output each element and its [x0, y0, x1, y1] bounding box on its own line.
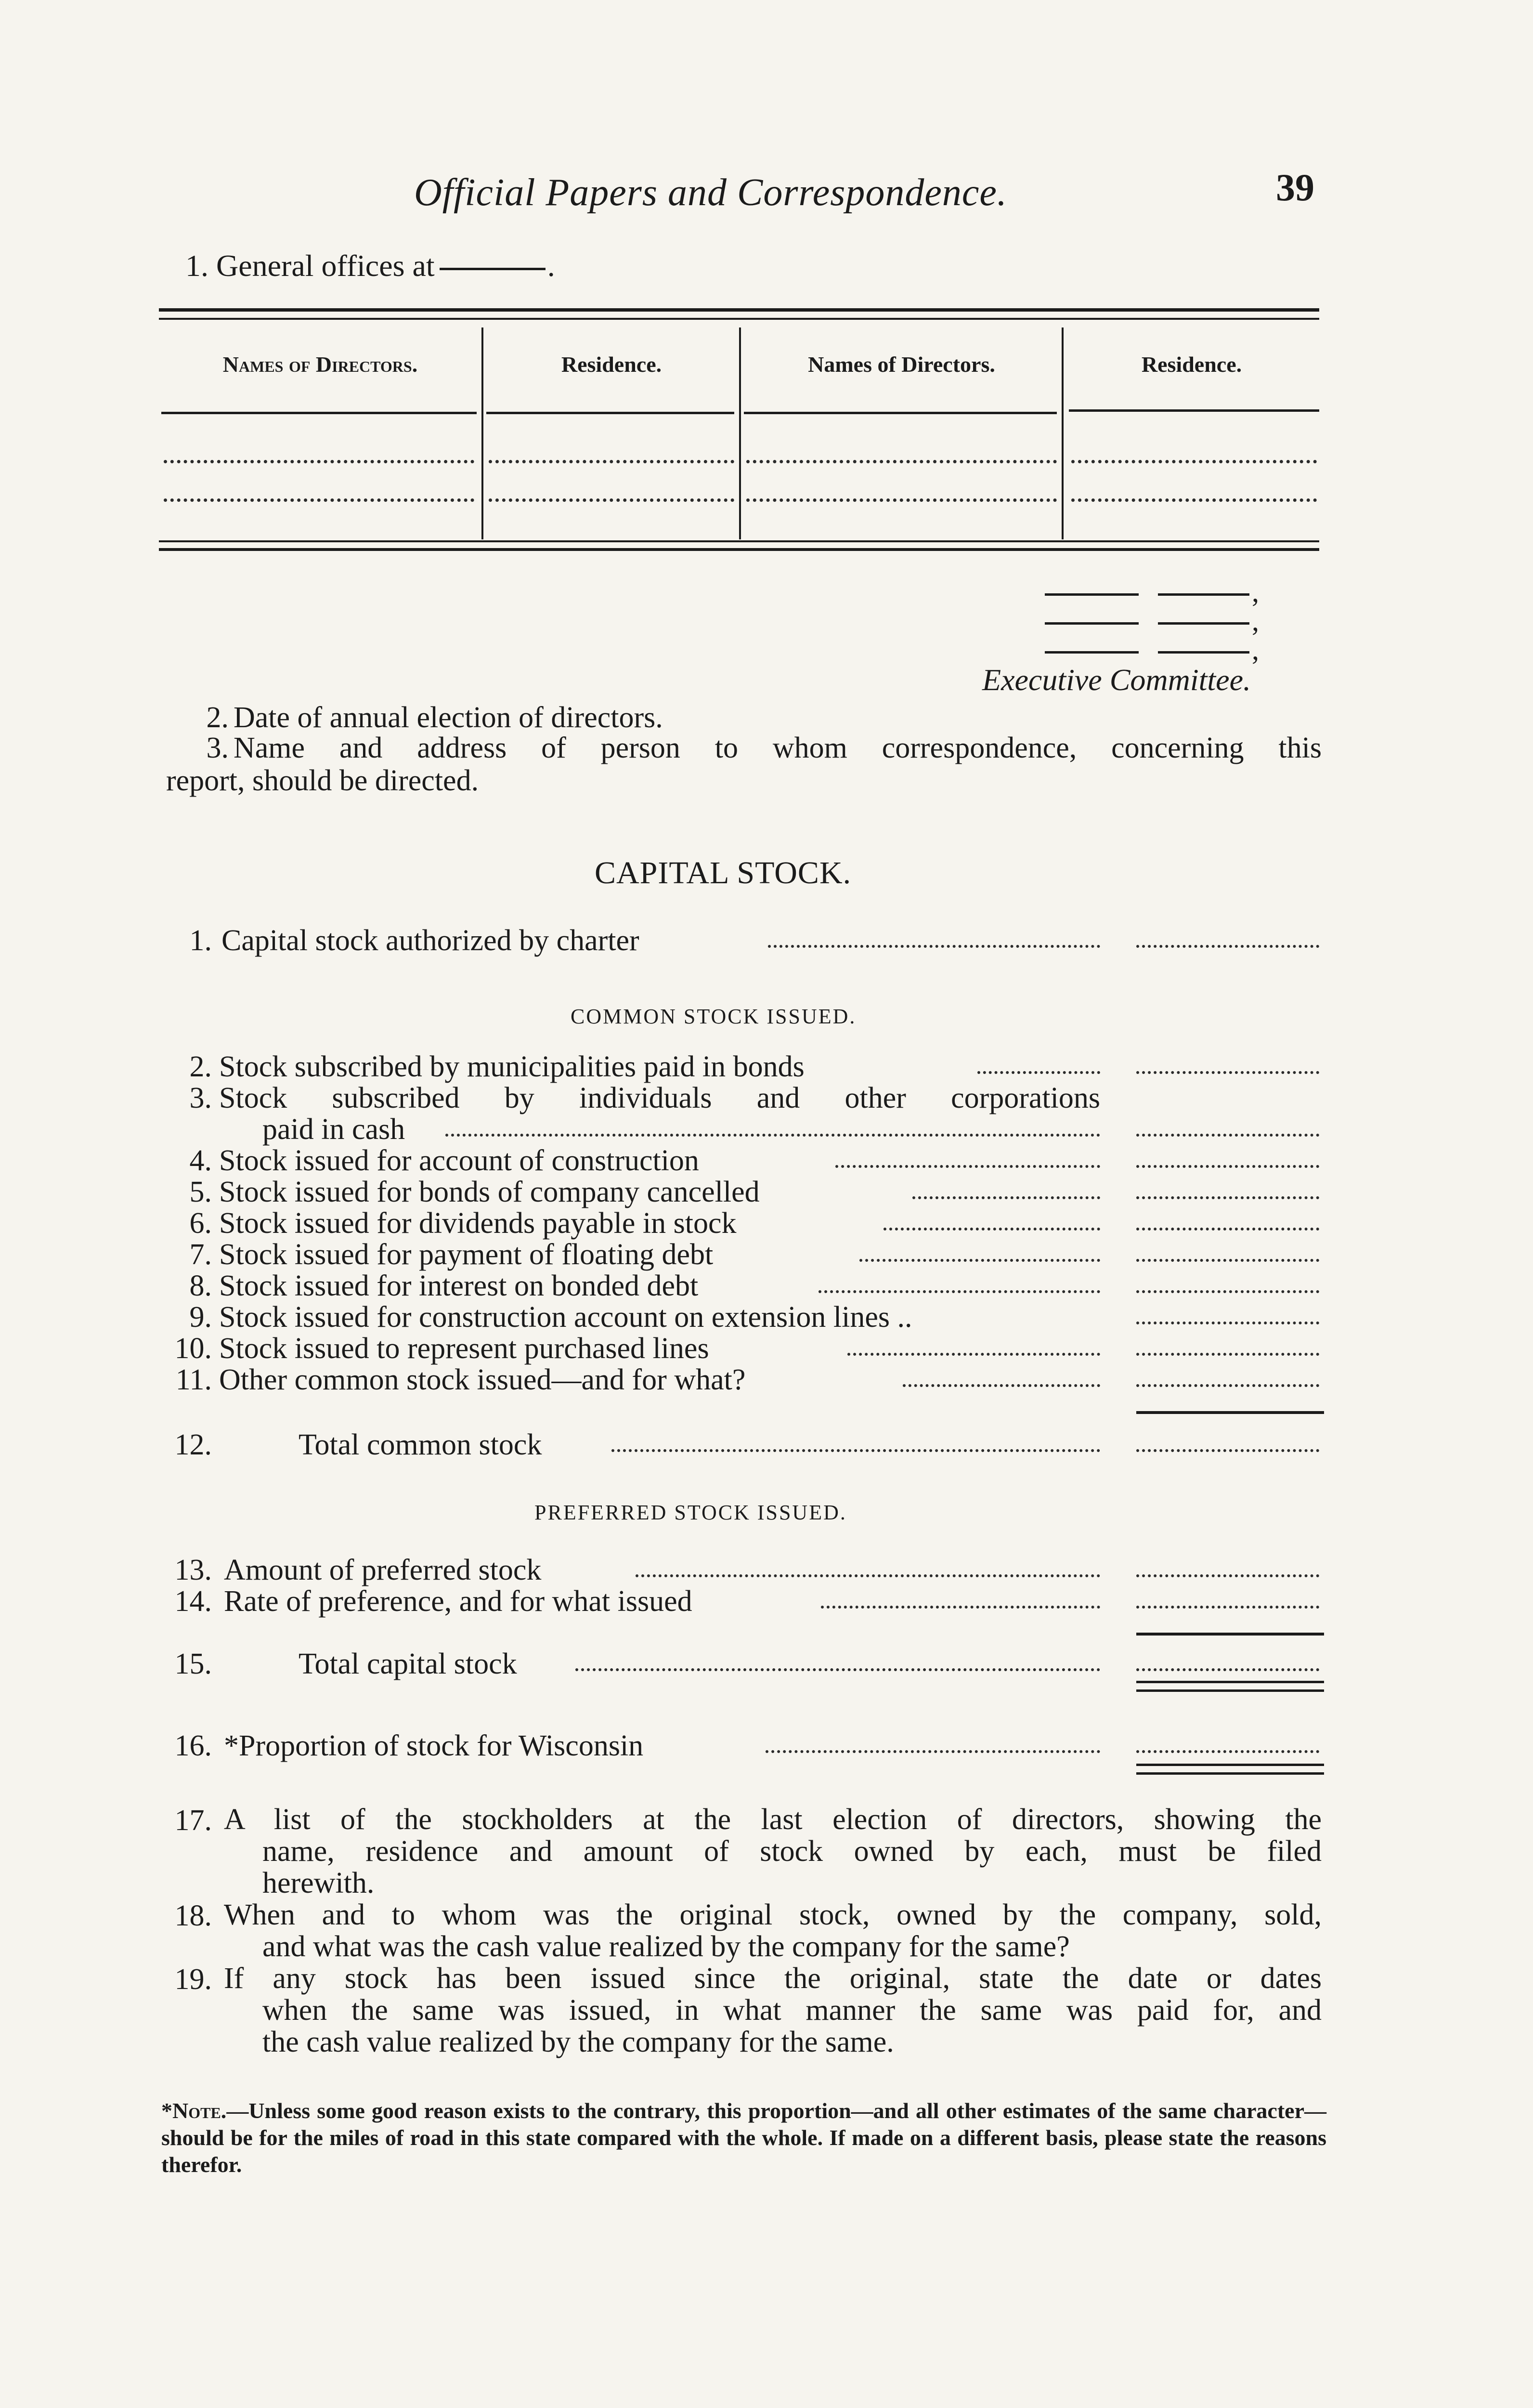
committee-sig-1b[interactable]: [1158, 593, 1249, 596]
cs-item-13-answer[interactable]: [1136, 1574, 1319, 1577]
total-common-text: Total common stock: [299, 1428, 542, 1461]
total-common-number: 12.: [174, 1428, 212, 1461]
item-3-number: 3.: [206, 732, 229, 764]
q19-line-1: If any stock has been issued since the original, state the date or dates: [224, 1962, 1322, 1995]
cs-item-3-leader: [445, 1134, 1100, 1137]
cs-item-6-leader: [883, 1228, 1100, 1230]
q18-line-1: When and to whom was the original stock, owned by the company, sold,: [224, 1898, 1322, 1931]
total-capital-leader: [575, 1668, 1100, 1671]
cs-item-14-leader: [821, 1606, 1100, 1609]
total-common-rule: [1136, 1411, 1324, 1414]
committee-sig-2a[interactable]: [1045, 622, 1139, 625]
header-underline-3: [744, 412, 1057, 414]
cs-item-2-text: Stock subscribed by municipalities paid in bonds: [219, 1050, 805, 1083]
director-name-row-1[interactable]: [164, 460, 474, 463]
q17-line-1: A list of the stockholders at the last election of directors, showing the: [224, 1803, 1322, 1836]
cs-item-1-answer[interactable]: [1136, 945, 1319, 948]
comma-1: ,: [1252, 576, 1259, 608]
cs-item-3-answer[interactable]: [1136, 1134, 1319, 1137]
cs-item-2-number: 2.: [189, 1050, 212, 1083]
table-top-rule-2: [159, 318, 1319, 320]
cs-item-3-number: 3.: [189, 1082, 212, 1114]
total-capital-rule-top: [1136, 1633, 1324, 1636]
running-head-title: Official Papers and Correspondence.: [414, 171, 1007, 214]
col-header-residence-1: Residence.: [561, 352, 662, 377]
total-common-leader: [611, 1449, 1100, 1452]
table-top-rule-1: [159, 308, 1319, 312]
table-col-divider-3: [1062, 327, 1064, 539]
cs-item-8-number: 8.: [189, 1269, 212, 1302]
q17-number: 17.: [174, 1804, 212, 1837]
cs-item-8-answer[interactable]: [1136, 1290, 1319, 1293]
wisconsin-text: *Proportion of stock for Wisconsin: [224, 1729, 644, 1762]
cs-item-9-number: 9.: [189, 1301, 212, 1334]
col-header-names-1: Names of Directors.: [222, 352, 418, 377]
table-bottom-rule-2: [159, 548, 1319, 551]
director-residence-row-2b[interactable]: [1071, 498, 1317, 502]
cs-item-5-number: 5.: [189, 1176, 212, 1208]
q17-line-2: name, residence and amount of stock owned by each, must be filed: [262, 1835, 1322, 1868]
cs-item-11-answer[interactable]: [1136, 1384, 1319, 1387]
cs-item-13-number: 13.: [174, 1554, 212, 1586]
q19-line-3: the cash value realized by the company for the same.: [262, 2026, 894, 2058]
cs-item-11-text: Other common stock issued—and for what?: [219, 1363, 746, 1396]
header-underline-4: [1069, 409, 1319, 412]
cs-item-3-continuation: paid in cash: [262, 1113, 405, 1146]
cs-item-7-number: 7.: [189, 1238, 212, 1271]
preferred-stock-heading: PREFERRED STOCK ISSUED.: [534, 1501, 847, 1524]
general-offices-number: 1.: [185, 249, 208, 283]
cs-item-5-text: Stock issued for bonds of company cancelled: [219, 1176, 760, 1208]
general-offices-suffix: .: [547, 249, 555, 283]
footnote-text: —Unless some good reason exists to the contrary, this proportion—and all other estimates of the same character—should be for the miles of road in this state compared with the whole. If made on a different basis, please state the reasons therefor.: [161, 2098, 1326, 2177]
cs-item-10-leader: [847, 1353, 1100, 1356]
table-col-divider-2: [739, 327, 741, 539]
committee-sig-3b[interactable]: [1158, 651, 1249, 654]
header-underline-2: [486, 412, 734, 414]
cs-item-6-answer[interactable]: [1136, 1228, 1319, 1230]
comma-2: ,: [1252, 605, 1259, 637]
q17-line-3: herewith.: [262, 1867, 375, 1899]
item-3-text: Name and address of person to whom correspondence, concerning this: [234, 732, 1322, 764]
director-residence-row-2[interactable]: [489, 498, 734, 502]
general-offices-line: [185, 248, 555, 284]
footnote-label: *Note.: [161, 2098, 227, 2123]
cs-item-3-text: Stock subscribed by individuals and other corporations: [219, 1082, 1100, 1114]
table-col-divider-1: [481, 327, 483, 539]
header-underline-1: [161, 412, 477, 414]
cs-item-13-leader: [636, 1574, 1100, 1577]
total-common-answer[interactable]: [1136, 1449, 1319, 1452]
director-name-row-2[interactable]: [164, 498, 474, 502]
cs-item-6-text: Stock issued for dividends payable in stock: [219, 1207, 737, 1240]
comma-3: ,: [1252, 634, 1259, 666]
cs-item-5-answer[interactable]: [1136, 1196, 1319, 1199]
total-capital-text: Total capital stock: [299, 1648, 517, 1680]
cs-item-2-leader: [977, 1071, 1100, 1074]
general-offices-label: General offices at: [216, 249, 435, 283]
q18-line-2: and what was the cash value realized by the company for the same?: [262, 1930, 1070, 1963]
cs-item-7-leader: [859, 1259, 1100, 1262]
cs-item-1-leader: [768, 945, 1100, 948]
cs-item-10-text: Stock issued to represent purchased lines: [219, 1332, 709, 1365]
cs-item-11-number: 11.: [175, 1363, 212, 1396]
cs-item-9-text: Stock issued for construction account on extension lines ..: [219, 1301, 912, 1334]
section-title-capital-stock: CAPITAL STOCK.: [595, 855, 852, 890]
cs-item-1-number: 1.: [189, 924, 212, 957]
cs-item-9-answer[interactable]: [1136, 1322, 1319, 1324]
cs-item-14-answer[interactable]: [1136, 1606, 1319, 1609]
cs-item-14-number: 14.: [174, 1585, 212, 1618]
wisconsin-answer[interactable]: [1136, 1750, 1319, 1753]
director-name-row-1b[interactable]: [746, 460, 1057, 463]
item-3-continuation: report, should be directed.: [166, 764, 479, 797]
wisconsin-rule-1: [1136, 1764, 1324, 1766]
cs-item-2-answer[interactable]: [1136, 1071, 1319, 1074]
cs-item-13-text: Amount of preferred stock: [224, 1554, 542, 1586]
committee-sig-1a[interactable]: [1045, 593, 1139, 596]
general-offices-blank[interactable]: [440, 268, 546, 270]
cs-item-11-leader: [903, 1384, 1100, 1387]
wisconsin-rule-2: [1136, 1772, 1324, 1775]
wisconsin-number: 16.: [174, 1729, 212, 1762]
common-stock-heading: COMMON STOCK ISSUED.: [571, 1005, 857, 1028]
cs-item-1-text: Capital stock authorized by charter: [221, 924, 639, 957]
total-capital-rule-b2: [1136, 1689, 1324, 1692]
cs-item-8-leader: [818, 1290, 1100, 1293]
table-bottom-rule-1: [159, 540, 1319, 542]
cs-item-6-number: 6.: [189, 1207, 212, 1240]
director-residence-row-1b[interactable]: [1071, 460, 1317, 463]
executive-committee-label: Executive Committee.: [982, 663, 1251, 697]
cs-item-4-leader: [835, 1165, 1100, 1168]
cs-item-10-answer[interactable]: [1136, 1353, 1319, 1356]
q18-number: 18.: [174, 1899, 212, 1932]
cs-item-7-answer[interactable]: [1136, 1259, 1319, 1262]
item-2-number: 2.: [206, 701, 229, 734]
director-residence-row-1[interactable]: [489, 460, 734, 463]
director-name-row-2b[interactable]: [746, 498, 1057, 502]
col-header-names-2: Names of Directors.: [808, 352, 995, 377]
cs-item-4-answer[interactable]: [1136, 1165, 1319, 1168]
cs-item-7-text: Stock issued for payment of floating debt: [219, 1238, 714, 1271]
cs-item-5-leader: [912, 1196, 1100, 1199]
committee-sig-2b[interactable]: [1158, 622, 1249, 625]
item-2-text: Date of annual election of directors.: [234, 701, 663, 734]
page-number: 39: [1276, 167, 1314, 209]
col-header-residence-2: Residence.: [1141, 352, 1242, 377]
cs-item-4-text: Stock issued for account of construction: [219, 1144, 699, 1177]
cs-item-14-text: Rate of preference, and for what issued: [224, 1585, 692, 1618]
total-capital-answer[interactable]: [1136, 1668, 1319, 1671]
total-capital-number: 15.: [174, 1648, 212, 1680]
total-capital-rule-b1: [1136, 1681, 1324, 1683]
wisconsin-leader: [766, 1750, 1100, 1753]
cs-item-10-number: 10.: [174, 1332, 212, 1365]
q19-number: 19.: [174, 1963, 212, 1996]
footnote: [161, 2097, 1326, 2178]
cs-item-8-text: Stock issued for interest on bonded debt: [219, 1269, 699, 1302]
cs-item-4-number: 4.: [189, 1144, 212, 1177]
q19-line-2: when the same was issued, in what manner the same was paid for, and: [262, 1994, 1322, 2027]
committee-sig-3a[interactable]: [1045, 651, 1139, 654]
